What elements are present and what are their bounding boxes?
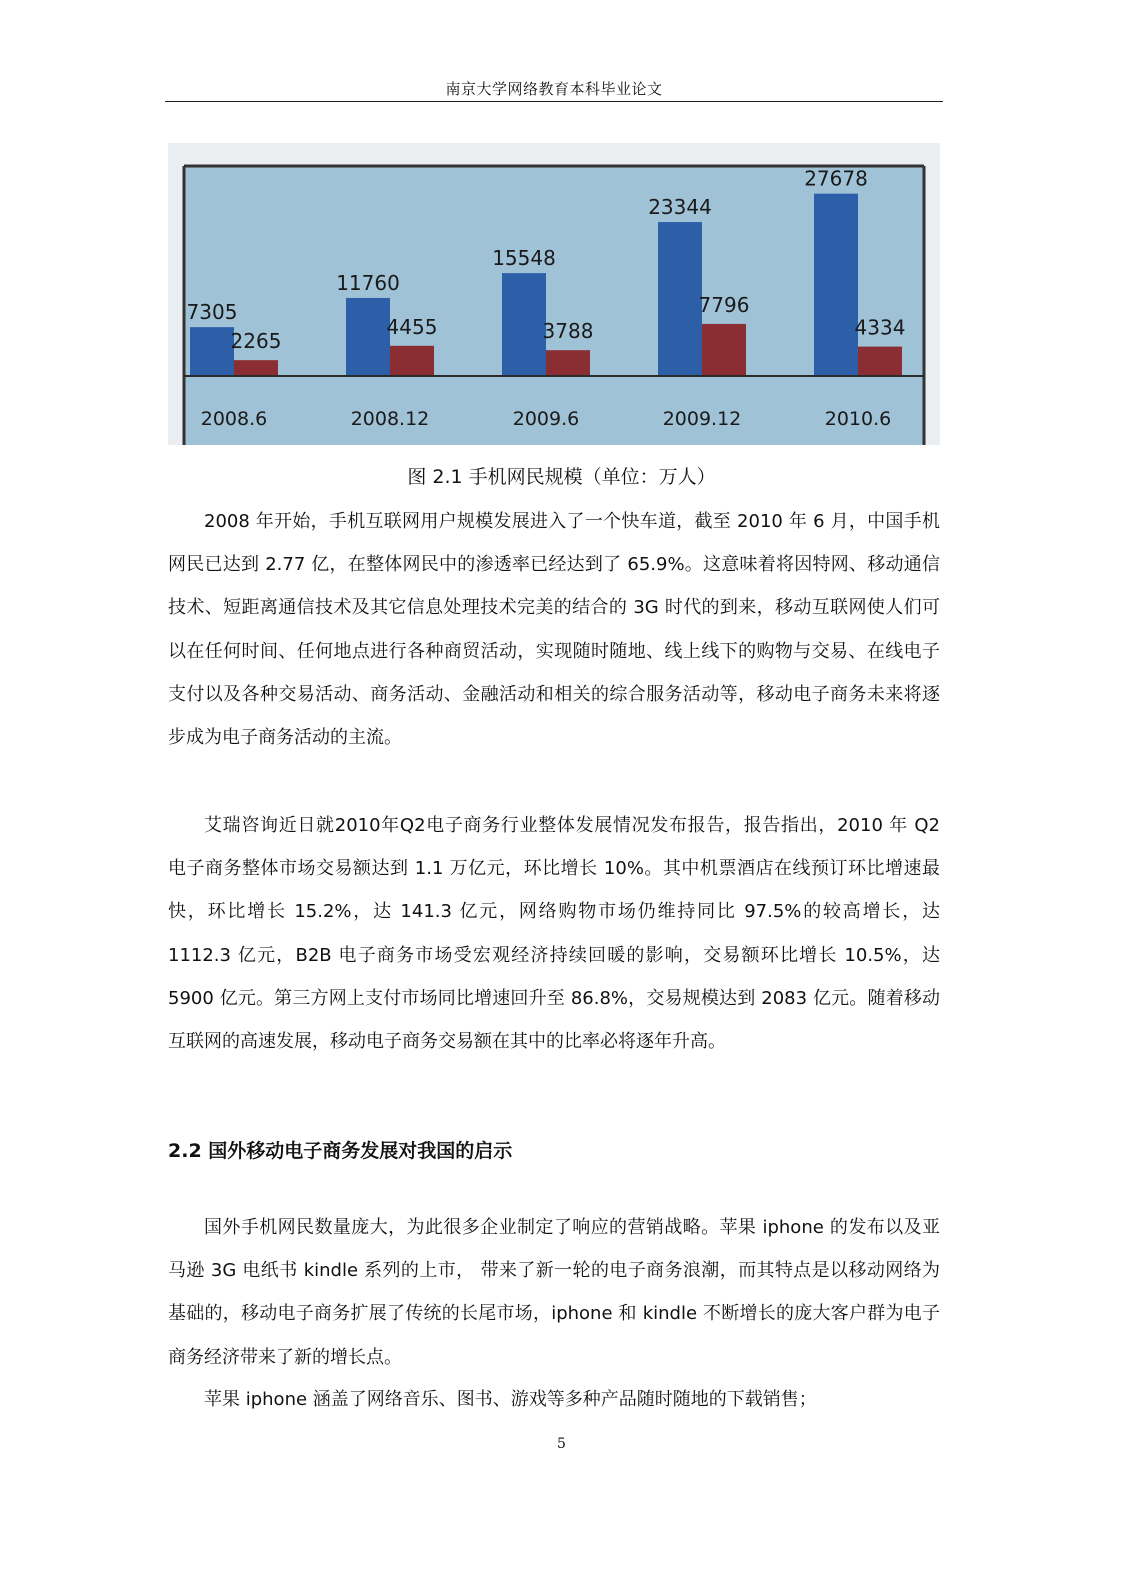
x-tick-label: 2010.6 [824,408,892,430]
paragraph-text: 2008 年开始，手机互联网用户规模发展进入了一个快车道，截至 2010 年 6 月，中国手机网民已达到 2.77 亿，在整体网民中的渗透率已经达到了 65.9%。这意味着将因特网、移动通信技术、短距离通信技术及其它信息处理技术完美的结合的 3G 时代的到来，移动互联网使人们可以在任何时间、任何地点进行各种商贸活动，实现随时随地、线上线下的购物与交易、在线电子支付以及各种交易活动、商务活动、金融活动和相关的综合服务活动等，移动电子商务未来将逐步成为电子商务活动的主流。 [168,511,940,749]
x-tick-label: 2009.12 [662,408,742,430]
data-label: 7796 [698,292,750,317]
figure-caption: 图 2.1 手机网民规模（单位：万人） [407,466,716,488]
bar-s1-2009.6 [502,273,546,375]
bar-s1-2009.12 [658,222,702,375]
x-tick-label: 2008.12 [350,408,430,430]
running-header: 南京大学网络教育本科毕业论文 [445,80,663,98]
bar-s2-2008.6 [234,360,278,375]
paragraph-2 [168,804,940,1063]
bar-s2-2010.6 [858,347,902,375]
paragraph-4 [168,1378,940,1421]
section-heading: 2.2 国外移动电子商务发展对我国的启示 [168,1140,513,1162]
data-label: 4334 [854,315,906,340]
paragraph-3 [168,1206,940,1379]
data-label: 11760 [336,270,400,295]
paragraph-text: 国外手机网民数量庞大，为此很多企业制定了响应的营销战略。苹果 iphone 的发布以及亚马逊 3G 电纸书 kindle 系列的上市， 带来了新一轮的电子商务浪潮，而其特点是以移动网络为基础的，移动电子商务扩展了传统的长尾市场，iphone 和 kindle 不断增长的庞大客户群为电子商务经济带来了新的增长点。 [168,1217,940,1368]
bar-s1-2010.6 [814,194,858,375]
chart-plot-area [184,166,924,445]
bar-s2-2009.12 [702,324,746,375]
bar-s2-2009.6 [546,350,590,375]
page-number: 5 [557,1436,566,1452]
figure-chart [168,143,940,445]
bar-s1-2008.12 [346,298,390,375]
paragraph-1 [168,500,940,759]
data-label: 4455 [386,314,438,339]
data-label: 7305 [186,300,238,325]
data-label: 27678 [804,166,868,191]
paragraph-text: 艾瑞咨询近日就2010年Q2电子商务行业整体发展情况发布报告，报告指出，2010 年 Q2 电子商务整体市场交易额达到 1.1 万亿元，环比增长 10%。其中机票酒店在线预订环比增速最快，环比增长 15.2%，达 141.3 亿元，网络购物市场仍维持同比 97.5%的较高增长，达 1112.3 亿元，B2B 电子商务市场受宏观经济持续回暖的影响，交易额环比增长 10.5%，达 5900 亿元。第三方网上支付市场同比增速回升至 86.8%，交易规模达到 2083 亿元。随着移动互联网的高速发展，移动电子商务交易额在其中的比率必将逐年升高。 [168,815,940,1053]
x-tick-label: 2008.6 [200,408,268,430]
bar-s2-2008.12 [390,346,434,375]
paragraph-text: 苹果 iphone 涵盖了网络音乐、图书、游戏等多种产品随时随地的下载销售； [204,1389,817,1410]
data-label: 3788 [542,319,594,344]
data-label: 15548 [492,246,556,271]
x-tick-label: 2009.6 [512,408,580,430]
header-rule [165,101,943,102]
data-label: 23344 [648,195,712,220]
data-label: 2265 [230,329,282,354]
bar-s1-2008.6 [190,327,234,375]
bar-chart [168,143,940,445]
